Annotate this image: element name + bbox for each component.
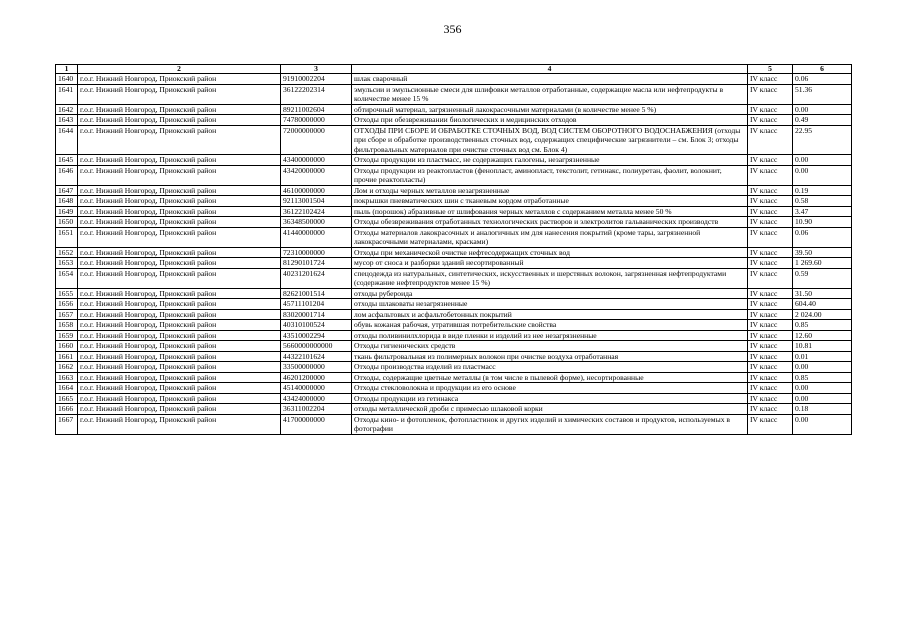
table-row — [56, 165, 852, 185]
hazard-class-cell: IV класс — [748, 372, 793, 383]
amount-cell: 0.58 — [793, 196, 852, 207]
hazard-class-cell: IV класс — [748, 74, 793, 85]
location-cell: г.о.г. Нижний Новгород, Приокский район — [78, 351, 281, 362]
waste-code-cell: 92113001504 — [281, 196, 352, 207]
waste-description-cell: мусор от сноса и разборки зданий несортированный — [352, 258, 748, 269]
row-number: 1660 — [56, 341, 78, 352]
location-cell: г.о.г. Нижний Новгород, Приокский район — [78, 320, 281, 331]
hazard-class-cell: IV класс — [748, 393, 793, 404]
amount-cell: 0.00 — [793, 104, 852, 115]
location-cell: г.о.г. Нижний Новгород, Приокский район — [78, 206, 281, 217]
amount-cell: 0.18 — [793, 404, 852, 415]
location-cell: г.о.г. Нижний Новгород, Приокский район — [78, 362, 281, 373]
amount-cell: 1 269.60 — [793, 258, 852, 269]
row-number: 1643 — [56, 115, 78, 126]
table-row — [56, 104, 852, 115]
location-cell: г.о.г. Нижний Новгород, Приокский район — [78, 217, 281, 228]
hazard-class-cell: IV класс — [748, 351, 793, 362]
location-cell: г.о.г. Нижний Новгород, Приокский район — [78, 104, 281, 115]
location-cell: г.о.г. Нижний Новгород, Приокский район — [78, 155, 281, 166]
hazard-class-cell: IV класс — [748, 383, 793, 394]
location-cell: г.о.г. Нижний Новгород, Приокский район — [78, 404, 281, 415]
waste-code-cell: 36348500000 — [281, 217, 352, 228]
hazard-class-cell: IV класс — [748, 84, 793, 104]
hazard-class-cell: IV класс — [748, 299, 793, 310]
location-cell: г.о.г. Нижний Новгород, Приокский район — [78, 299, 281, 310]
waste-description-cell: спецодежда из натуральных, синтетических, искусственных и шерстяных волокон, загрязненная нефтепродуктами (содержание нефтепродуктов менее 15 %) — [352, 268, 748, 288]
waste-code-cell: 44322101624 — [281, 351, 352, 362]
amount-cell: 3.47 — [793, 206, 852, 217]
hazard-class-cell: IV класс — [748, 104, 793, 115]
row-number: 1656 — [56, 299, 78, 310]
row-number: 1658 — [56, 320, 78, 331]
row-number: 1654 — [56, 268, 78, 288]
waste-code-cell: 91910002204 — [281, 74, 352, 85]
waste-description-cell: отходы поливинилхлорида в виде пленки и изделий из нее незагрязненные — [352, 330, 748, 341]
row-number: 1655 — [56, 288, 78, 299]
hazard-class-cell: IV класс — [748, 330, 793, 341]
row-number: 1663 — [56, 372, 78, 383]
hazard-class-cell: IV класс — [748, 414, 793, 434]
hazard-class-cell: IV класс — [748, 125, 793, 155]
table-row — [56, 351, 852, 362]
waste-code-cell: 43510002294 — [281, 330, 352, 341]
hazard-class-cell: IV класс — [748, 309, 793, 320]
row-number: 1640 — [56, 74, 78, 85]
location-cell: г.о.г. Нижний Новгород, Приокский район — [78, 115, 281, 126]
waste-code-cell: 43400000000 — [281, 155, 352, 166]
hazard-class-cell: IV класс — [748, 206, 793, 217]
table-row — [56, 393, 852, 404]
row-number: 1661 — [56, 351, 78, 362]
waste-description-cell: Отходы при обезвреживании биологических и медицинских отходов — [352, 115, 748, 126]
hazard-class-cell: IV класс — [748, 155, 793, 166]
column-header: 4 — [352, 65, 748, 74]
hazard-class-cell: IV класс — [748, 115, 793, 126]
hazard-class-cell: IV класс — [748, 227, 793, 247]
location-cell: г.о.г. Нижний Новгород, Приокский район — [78, 330, 281, 341]
amount-cell: 0.00 — [793, 165, 852, 185]
header-row — [56, 65, 852, 74]
table-row — [56, 247, 852, 258]
waste-description-cell: Отходы кино- и фотопленок, фотопластинок и других изделий и химических составов и продуктов, используемых в фотографии — [352, 414, 748, 434]
amount-cell: 39.50 — [793, 247, 852, 258]
table-row — [56, 185, 852, 196]
hazard-class-cell: IV класс — [748, 165, 793, 185]
waste-code-cell: 36311002204 — [281, 404, 352, 415]
table-row — [56, 84, 852, 104]
waste-description-cell: Отходы продукции из реактопластов (фенопласт, аминопласт, текстолит, гетинакс, полиуретан, фаолит, волокнит, прочие реактопласты) — [352, 165, 748, 185]
row-number: 1648 — [56, 196, 78, 207]
hazard-class-cell: IV класс — [748, 185, 793, 196]
table-row — [56, 196, 852, 207]
amount-cell: 10.90 — [793, 217, 852, 228]
amount-cell: 0.01 — [793, 351, 852, 362]
amount-cell: 0.06 — [793, 74, 852, 85]
waste-description-cell: отходы рубероида — [352, 288, 748, 299]
hazard-class-cell: IV класс — [748, 196, 793, 207]
column-header: 5 — [748, 65, 793, 74]
amount-cell: 604.40 — [793, 299, 852, 310]
row-number: 1646 — [56, 165, 78, 185]
location-cell: г.о.г. Нижний Новгород, Приокский район — [78, 372, 281, 383]
table-row — [56, 268, 852, 288]
waste-description-cell: Отходы продукции из гетинакса — [352, 393, 748, 404]
amount-cell: 0.85 — [793, 320, 852, 331]
table-row — [56, 155, 852, 166]
waste-code-cell: 72000000000 — [281, 125, 352, 155]
waste-code-cell: 40231201624 — [281, 268, 352, 288]
column-header: 1 — [56, 65, 78, 74]
waste-description-cell: отходы шлаковаты незагрязненные — [352, 299, 748, 310]
amount-cell: 0.06 — [793, 227, 852, 247]
waste-code-cell: 43424000000 — [281, 393, 352, 404]
waste-description-cell: обтирочный материал, загрязненный лакокрасочными материалами (в количестве менее 5 %) — [352, 104, 748, 115]
table-row — [56, 288, 852, 299]
location-cell: г.о.г. Нижний Новгород, Приокский район — [78, 165, 281, 185]
amount-cell: 0.00 — [793, 383, 852, 394]
location-cell: г.о.г. Нижний Новгород, Приокский район — [78, 393, 281, 404]
waste-description-cell: Отходы стекловолокна и продукции из его основе — [352, 383, 748, 394]
location-cell: г.о.г. Нижний Новгород, Приокский район — [78, 258, 281, 269]
hazard-class-cell: IV класс — [748, 341, 793, 352]
waste-description-cell: Отходы материалов лакокрасочных и аналогичных им для нанесения покрытий (кроме тары, загрязненной лакокрасочными материалами, красками) — [352, 227, 748, 247]
table-row — [56, 404, 852, 415]
waste-code-cell: 41440000000 — [281, 227, 352, 247]
waste-description-cell: Отходы продукции из пластмасс, не содержащих галогены, незагрязненные — [352, 155, 748, 166]
hazard-class-cell: IV класс — [748, 217, 793, 228]
amount-cell: 22.95 — [793, 125, 852, 155]
location-cell: г.о.г. Нижний Новгород, Приокский район — [78, 288, 281, 299]
waste-code-cell: 41700000000 — [281, 414, 352, 434]
hazard-class-cell: IV класс — [748, 362, 793, 373]
waste-registry-table — [55, 64, 852, 435]
waste-code-cell: 72310000000 — [281, 247, 352, 258]
waste-code-cell: 36122102424 — [281, 206, 352, 217]
row-number: 1653 — [56, 258, 78, 269]
waste-code-cell: 46201200000 — [281, 372, 352, 383]
page-number: 356 — [443, 22, 462, 36]
amount-cell: 0.00 — [793, 393, 852, 404]
column-header: 6 — [793, 65, 852, 74]
row-number: 1667 — [56, 414, 78, 434]
waste-description-cell: лом асфальтовых и асфальтобетонных покрытий — [352, 309, 748, 320]
hazard-class-cell: IV класс — [748, 320, 793, 331]
location-cell: г.о.г. Нижний Новгород, Приокский район — [78, 125, 281, 155]
waste-description-cell: Отходы гигиенических средств — [352, 341, 748, 352]
hazard-class-cell: IV класс — [748, 258, 793, 269]
location-cell: г.о.г. Нижний Новгород, Приокский район — [78, 84, 281, 104]
waste-description-cell: Отходы обезвреживания отработанных технологических растворов и электролитов гальванических производств — [352, 217, 748, 228]
waste-code-cell: 46100000000 — [281, 185, 352, 196]
row-number: 1642 — [56, 104, 78, 115]
waste-description-cell: ткань фильтровальная из полимерных волокон при очистке воздуха отработанная — [352, 351, 748, 362]
amount-cell: 31.50 — [793, 288, 852, 299]
location-cell: г.о.г. Нижний Новгород, Приокский район — [78, 247, 281, 258]
location-cell: г.о.г. Нижний Новгород, Приокский район — [78, 268, 281, 288]
row-number: 1652 — [56, 247, 78, 258]
amount-cell: 51.36 — [793, 84, 852, 104]
table-row — [56, 309, 852, 320]
amount-cell: 0.49 — [793, 115, 852, 126]
table-row — [56, 74, 852, 85]
waste-code-cell: 89211002604 — [281, 104, 352, 115]
row-number: 1645 — [56, 155, 78, 166]
amount-cell: 12.60 — [793, 330, 852, 341]
hazard-class-cell: IV класс — [748, 247, 793, 258]
amount-cell: 10.81 — [793, 341, 852, 352]
waste-description-cell: покрышки пневматических шин с тканевым кордом отработанные — [352, 196, 748, 207]
location-cell: г.о.г. Нижний Новгород, Приокский район — [78, 309, 281, 320]
hazard-class-cell: IV класс — [748, 288, 793, 299]
location-cell: г.о.г. Нижний Новгород, Приокский район — [78, 196, 281, 207]
table-row — [56, 299, 852, 310]
waste-code-cell: 74780000000 — [281, 115, 352, 126]
table-row — [56, 206, 852, 217]
location-cell: г.о.г. Нижний Новгород, Приокский район — [78, 414, 281, 434]
table-row — [56, 217, 852, 228]
table-row — [56, 258, 852, 269]
hazard-class-cell: IV класс — [748, 268, 793, 288]
waste-code-cell: 45140000000 — [281, 383, 352, 394]
row-number: 1644 — [56, 125, 78, 155]
row-number: 1649 — [56, 206, 78, 217]
waste-description-cell: шлак сварочный — [352, 74, 748, 85]
waste-code-cell: 83020001714 — [281, 309, 352, 320]
table-row — [56, 115, 852, 126]
waste-description-cell: эмульсии и эмульсионные смеси для шлифовки металлов отработанные, содержащие масла или нефтепродукты в количестве менее 15 % — [352, 84, 748, 104]
amount-cell: 2 024.00 — [793, 309, 852, 320]
amount-cell: 0.59 — [793, 268, 852, 288]
waste-description-cell: Лом и отходы черных металлов незагрязненные — [352, 185, 748, 196]
row-number: 1651 — [56, 227, 78, 247]
waste-code-cell: 33500000000 — [281, 362, 352, 373]
waste-code-cell: 81290101724 — [281, 258, 352, 269]
table-row — [56, 320, 852, 331]
row-number: 1662 — [56, 362, 78, 373]
location-cell: г.о.г. Нижний Новгород, Приокский район — [78, 383, 281, 394]
waste-code-cell: 40310100524 — [281, 320, 352, 331]
waste-code-cell: 5660000000000 — [281, 341, 352, 352]
waste-code-cell: 43420000000 — [281, 165, 352, 185]
row-number: 1647 — [56, 185, 78, 196]
waste-description-cell: отходы металлической дроби с примесью шлаковой корки — [352, 404, 748, 415]
amount-cell: 0.19 — [793, 185, 852, 196]
row-number: 1664 — [56, 383, 78, 394]
amount-cell: 0.85 — [793, 372, 852, 383]
waste-code-cell: 45711101204 — [281, 299, 352, 310]
row-number: 1650 — [56, 217, 78, 228]
waste-description-cell: Отходы, содержащие цветные металлы (в том числе в пылевой форме), несортированные — [352, 372, 748, 383]
waste-description-cell: Отходы при механической очистке нефтесодержащих сточных вод — [352, 247, 748, 258]
table-row — [56, 362, 852, 373]
table-row — [56, 341, 852, 352]
table-row — [56, 383, 852, 394]
row-number: 1641 — [56, 84, 78, 104]
row-number: 1665 — [56, 393, 78, 404]
table-row — [56, 372, 852, 383]
waste-description-cell: Отходы производства изделий из пластмасс — [352, 362, 748, 373]
table-row — [56, 414, 852, 434]
waste-description-cell: обувь кожаная рабочая, утратившая потребительские свойства — [352, 320, 748, 331]
table-row — [56, 330, 852, 341]
waste-description-cell: пыль (порошок) абразивные от шлифования черных металлов с содержанием металла менее 50 % — [352, 206, 748, 217]
waste-description-cell: ОТХОДЫ ПРИ СБОРЕ И ОБРАБОТКЕ СТОЧНЫХ ВОД, ВОД СИСТЕМ ОБОРОТНОГО ВОДОСНАБЖЕНИЯ (отходы при сборе и обработке производственных сточных вод, содержащих специфические загрязнители – см. Блок 3; отходы фильтровальных материалов при очистке сточных вод см. Блок 4) — [352, 125, 748, 155]
amount-cell: 0.00 — [793, 362, 852, 373]
waste-code-cell: 82621001514 — [281, 288, 352, 299]
row-number: 1666 — [56, 404, 78, 415]
column-header: 2 — [78, 65, 281, 74]
table-body — [56, 74, 852, 435]
table-row — [56, 227, 852, 247]
location-cell: г.о.г. Нижний Новгород, Приокский район — [78, 341, 281, 352]
location-cell: г.о.г. Нижний Новгород, Приокский район — [78, 227, 281, 247]
column-header: 3 — [281, 65, 352, 74]
location-cell: г.о.г. Нижний Новгород, Приокский район — [78, 74, 281, 85]
location-cell: г.о.г. Нижний Новгород, Приокский район — [78, 185, 281, 196]
row-number: 1659 — [56, 330, 78, 341]
amount-cell: 0.00 — [793, 155, 852, 166]
hazard-class-cell: IV класс — [748, 404, 793, 415]
table-row — [56, 125, 852, 155]
amount-cell: 0.00 — [793, 414, 852, 434]
row-number: 1657 — [56, 309, 78, 320]
waste-code-cell: 36122202314 — [281, 84, 352, 104]
